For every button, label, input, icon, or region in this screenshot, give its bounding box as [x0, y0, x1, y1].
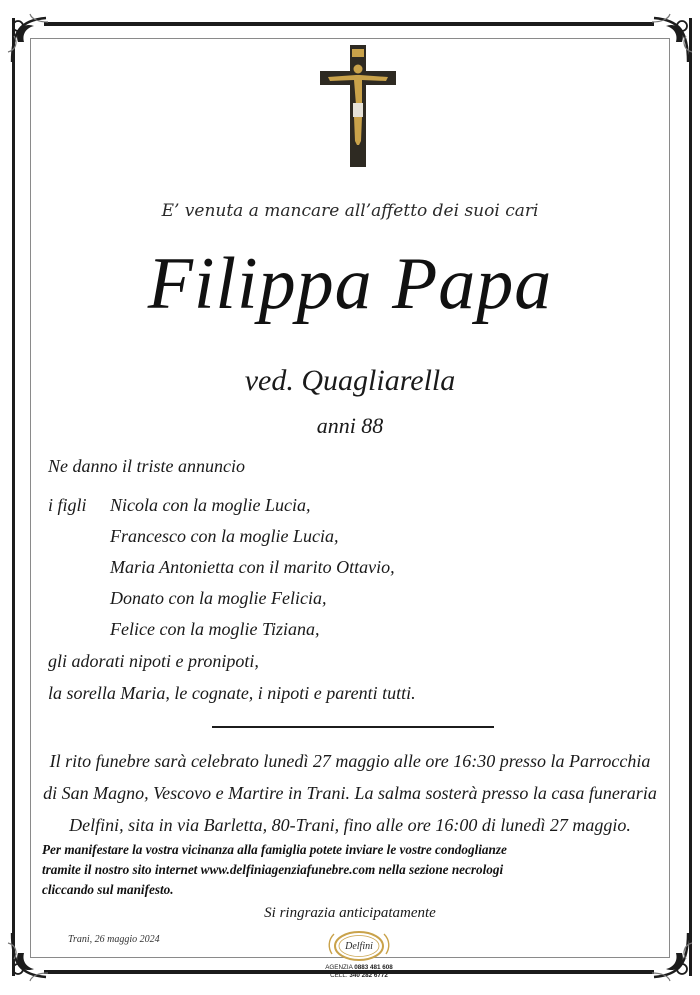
child-item: Francesco con la moglie Lucia, — [110, 526, 339, 546]
ornament-corner-icon — [6, 931, 52, 983]
child-item: Donato con la moglie Felicia, — [110, 588, 327, 608]
note-line: tramite il nostro sito internet www.delfiniagenziafunebre.com nella sezione necrologi — [42, 862, 504, 877]
place-date-text: Trani, 26 maggio 2024 — [68, 934, 160, 945]
rite-line: Delfini, sita in via Barletta, 80-Trani, fino alle ore 16:00 di lunedì 27 maggio. — [69, 815, 631, 835]
note-line: Per manifestare la vostra vicinanza alla famiglia potete inviare le vostre condoglianze — [42, 842, 507, 857]
cell-phone: 340 282 6772 — [349, 971, 388, 979]
agency-contacts — [318, 964, 400, 979]
logo-brand: Delfini — [345, 941, 373, 952]
child-item: Nicola con la moglie Lucia, — [110, 495, 311, 515]
children-label: i figli — [48, 495, 87, 515]
ornament-corner-icon — [648, 12, 694, 64]
relatives-line: la sorella Maria, le cognate, i nipoti e parenti tutti. — [48, 683, 416, 703]
frame-top-rule — [44, 22, 654, 26]
cell-label: CELL. — [330, 971, 348, 979]
ornament-corner-icon — [6, 12, 52, 64]
section-divider — [212, 726, 494, 728]
logo-emblem — [318, 928, 400, 964]
ornament-corner-icon — [648, 931, 694, 983]
agency-phone: 0883 481 608 — [354, 964, 393, 971]
thanks-text: Si ringrazia anticipatamente — [264, 905, 436, 921]
rite-line: di San Magno, Vescovo e Martire in Trani. La salma sosterà presso la casa funeraria — [43, 783, 657, 803]
condolence-note — [42, 840, 662, 900]
crucifix-icon — [318, 45, 398, 167]
child-item: Felice con la moglie Tiziana, — [110, 619, 320, 639]
age-text: anni 88 — [316, 413, 384, 438]
announcement-text: Ne danno il triste annuncio — [48, 456, 245, 476]
deceased-name: Filippa Papa — [147, 243, 553, 325]
delfini-logo-icon — [318, 928, 400, 984]
funeral-rite-text — [30, 745, 670, 841]
intro-text: E’ venuta a mancare all’affetto dei suoi cari — [161, 201, 539, 221]
widow-of-text: ved. Quagliarella — [244, 364, 456, 397]
child-item: Maria Antonietta con il marito Ottavio, — [110, 557, 395, 577]
relatives-line: gli adorati nipoti e pronipoti, — [48, 651, 259, 671]
note-line: cliccando sul manifesto. — [42, 882, 174, 897]
agency-label: AGENZIA — [325, 964, 353, 971]
rite-line: Il rito funebre sarà celebrato lunedì 27 maggio alle ore 16:30 presso la Parrocchia — [49, 751, 651, 771]
